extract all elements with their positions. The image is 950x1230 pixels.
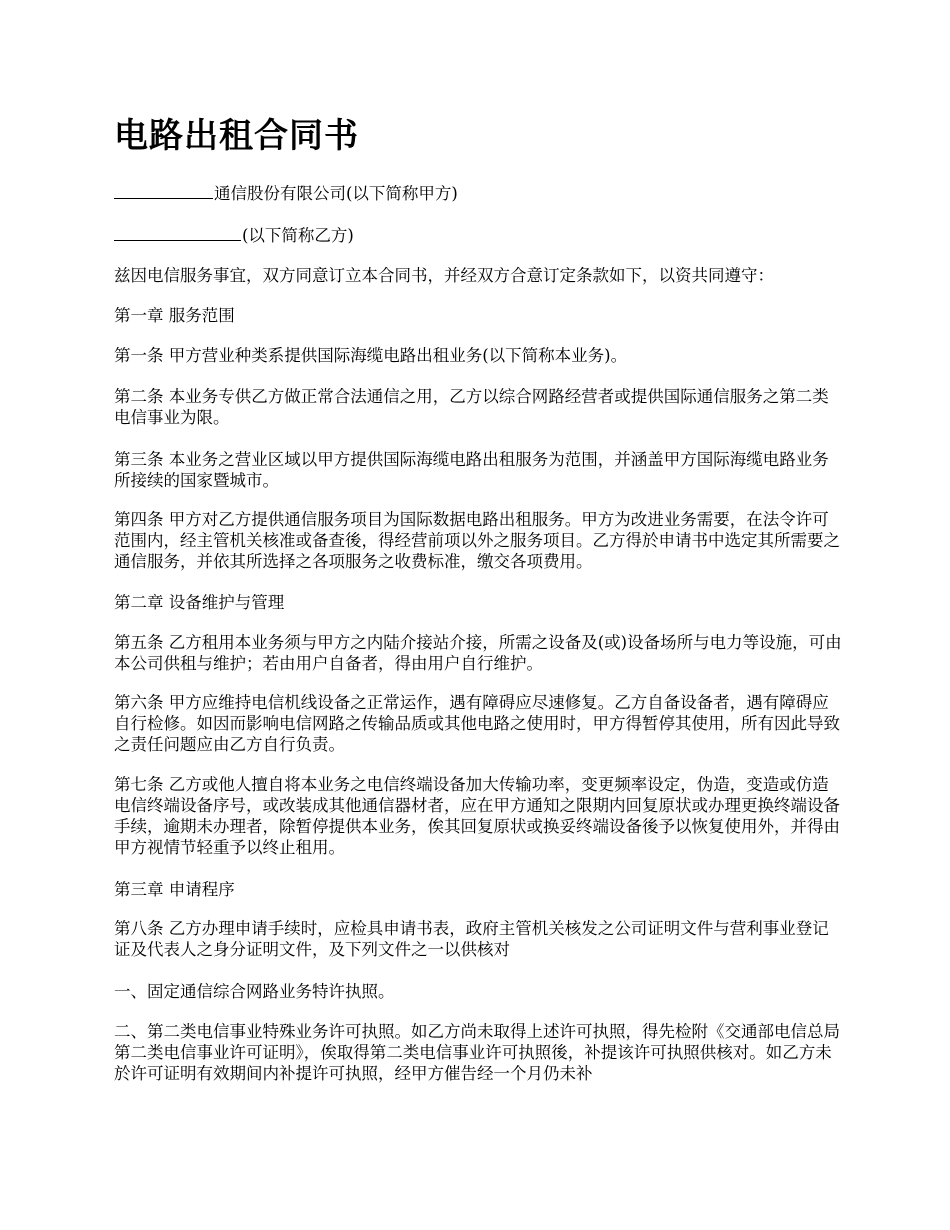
chapter-2-heading: 第二章 设备维护与管理 <box>114 593 285 612</box>
document-title: 电路出租合同书 <box>114 116 359 156</box>
article-2: 第二条 本业务专供乙方做正常合法通信之用，乙方以综合网路经营者或提供国际通信服务之第二类电信事业为限。 <box>114 387 829 427</box>
preamble: 兹因电信服务事宜，双方同意订立本合同书，并经双方合意订定条款如下，以资共同遵守： <box>114 266 774 285</box>
article-8: 第八条 乙方办理申请手续时，应检具申请书表，政府主管机关核发之公司证明文件与营利事业登记证及代表人之身分证明文件，及下列文件之一以供核对 <box>114 919 829 959</box>
article-1: 第一条 甲方营业种类系提供国际海缆电路出租业务(以下简称本业务)。 <box>114 346 628 365</box>
party-a-line <box>114 182 842 204</box>
party-a-blank <box>114 182 213 199</box>
party-b-line <box>114 224 842 246</box>
party-b-text: (以下简称乙方) <box>242 226 354 245</box>
article-6: 第六条 甲方应维持电信机线设备之正常运作，遇有障碍应尽速修复。乙方自备设备者，遇有障碍应自行检修。如因而影响电信网路之传输品质或其他电路之使用时，甲方得暂停其使用，所有因此导致之责任问题应由乙方自行负责。 <box>114 693 840 754</box>
chapter-3-heading: 第三章 申请程序 <box>114 880 235 899</box>
party-b-blank <box>114 224 241 241</box>
party-a-text: 通信股份有限公司(以下简称甲方) <box>214 184 458 203</box>
chapter-1-heading: 第一章 服务范围 <box>114 306 235 325</box>
list-item-2: 二、第二类电信事业特殊业务许可执照。如乙方尚未取得上述许可执照，得先检附《交通部电信总局第二类电信事业许可证明》，俟取得第二类电信事业许可执照後，补提该许可执照供核对。如乙方未於许可证明有效期间内补提许可执照，经甲方催告经一个月仍未补 <box>114 1022 840 1083</box>
article-7: 第七条 乙方或他人擅自将本业务之电信终端设备加大传输功率，变更频率设定，伪造，变造或仿造电信终端设备序号，或改装成其他通信器材者，应在甲方通知之限期内回复原状或办理更换终端设备手续，逾期未办理者，除暂停提供本业务，俟其回复原状或换妥终端设备後予以恢复使用外，并得由甲方视情节轻重予以终止租用。 <box>114 775 840 857</box>
list-item-1: 一、固定通信综合网路业务特许执照。 <box>114 982 395 1001</box>
article-3: 第三条 本业务之营业区域以甲方提供国际海缆电路出租服务为范围，并涵盖甲方国际海缆电路业务所接续的国家暨城市。 <box>114 450 829 490</box>
article-5: 第五条 乙方租用本业务须与甲方之内陆介接站介接，所需之设备及(或)设备场所与电力等设施，可由本公司供租与维护；若由用户自备者，得由用户自行维护。 <box>114 633 842 673</box>
article-4: 第四条 甲方对乙方提供通信服务项目为国际数据电路出租服务。甲方为改进业务需要，在法令许可范围内，经主管机关核准或备查後，得经营前项以外之服务项目。乙方得於申请书中选定其所需要之通信服务，并依其所选择之各项服务之收费标准，缴交各项费用。 <box>114 510 840 571</box>
